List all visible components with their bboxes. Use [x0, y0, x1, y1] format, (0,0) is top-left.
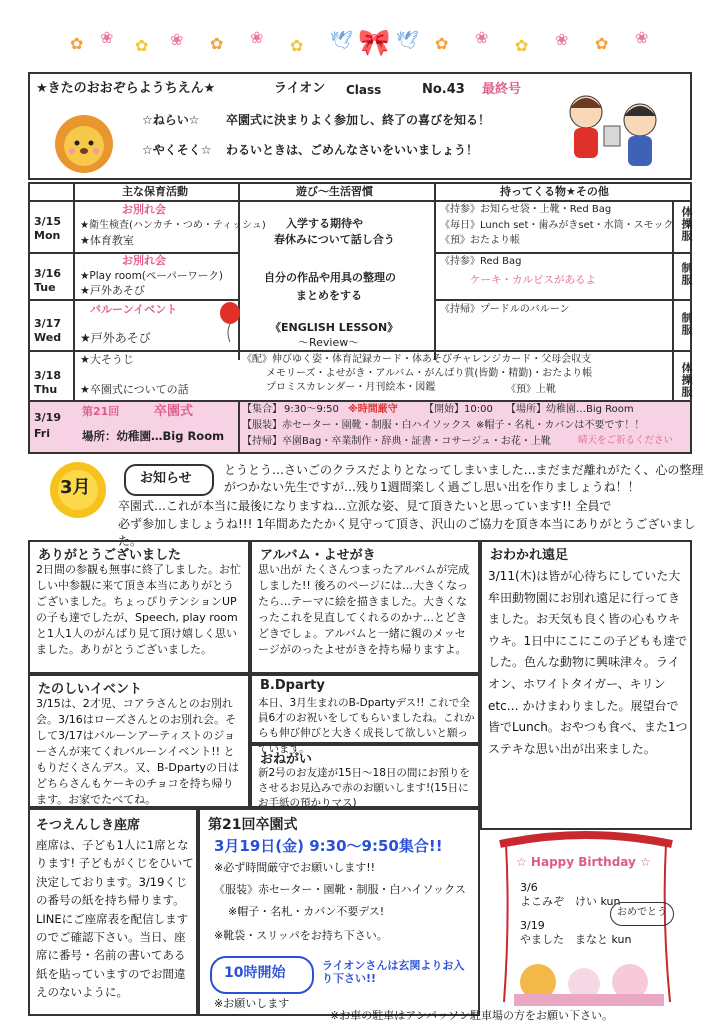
events-section	[28, 674, 250, 808]
class-label: Class	[346, 83, 382, 97]
issue-number: No.43	[422, 82, 465, 97]
activity-mon-1: ★衛生検査(ハンカチ・つめ・ティッシュ)	[80, 220, 266, 231]
items-tue-0: 《持参》Red Bag	[440, 256, 522, 267]
animals-illustration	[514, 956, 664, 1006]
date-thu: 3/18	[34, 369, 61, 382]
thu-items-1: メモリーズ・よせがき・アルバム・がんばり賞(皆勤・精勤)・おたより帳	[266, 368, 593, 379]
ceremony-line-1: 《服装》赤セーター・園靴・制服・白ハイソックス	[214, 883, 466, 896]
ribbon-icon: 🎀	[358, 28, 391, 58]
items-wed-0: 《持帰》プードルのバルーン	[440, 304, 570, 315]
bday-header: ☆ Happy Birthday ☆	[516, 855, 651, 869]
ceremony-line-3: ※靴袋・スリッパをお持ち下さい。	[214, 929, 388, 942]
col-header-items: 持ってくる物★その他	[500, 185, 609, 198]
flower-icon: ✿	[595, 34, 609, 53]
fri-gather-note: ※時間厳守	[348, 404, 398, 415]
play-line-1: 春休みについて話し合う	[274, 233, 395, 246]
items-mon-2: 《預》おたより帳	[440, 235, 520, 246]
flower-icon: ❀	[250, 28, 264, 47]
fri-event: 卒園式	[154, 404, 194, 419]
side-label-thu: 体操服	[680, 362, 693, 398]
dow-fri: Fri	[34, 427, 51, 440]
seating-title: そつえんしき座席	[36, 818, 141, 833]
promise-label: ☆やくそく☆	[142, 143, 212, 157]
date-tue: 3/16	[34, 267, 61, 280]
bird-icon: 🕊	[396, 30, 419, 51]
activity-wed-0: バルーンイベント	[90, 303, 178, 316]
ceremony-line-2: ※帽子・名札・カバン不要デス!	[228, 905, 385, 918]
omedeto-text: おめでとう	[617, 907, 667, 918]
school-name: ★きたのおおぞらようちえん★	[36, 81, 216, 96]
activity-tue-0: お別れ会	[122, 254, 166, 267]
flower-icon: ✿	[70, 34, 84, 53]
album-section	[250, 540, 480, 674]
notice-line-1: 卒園式…これが本当に最後になりますね…立派な姿、見て頂きたいと思っています!! 全員で	[118, 499, 612, 513]
fri-event-no: 第21回	[82, 405, 120, 418]
dow-tue: Tue	[34, 281, 56, 294]
date-fri: 3/19	[34, 411, 61, 424]
schedule-table	[28, 182, 692, 454]
bird-icon: 🕊	[330, 30, 353, 51]
flower-icon: ✿	[515, 36, 529, 55]
col-header-play: 遊び～生活習慣	[296, 185, 373, 198]
aim-label: ☆ねらい☆	[142, 113, 200, 127]
bday-title: B.Dparty	[260, 678, 325, 693]
bday-section	[250, 674, 480, 755]
ceremony-footer: ※お願いします	[214, 997, 290, 1010]
request-section	[250, 744, 480, 808]
album-body: 思い出が たくさんつまったアルバムが完成しました!! 後ろのページには…大きくなったら…テーマに絵を描きました。大きくなったこれを見直してくれるのかナ…とどきどきでしょ。アルバムと一緒に親のメッセージがのったよせがきを持ち帰りますよ。	[258, 563, 470, 656]
dow-wed: Wed	[34, 331, 62, 344]
final-issue: 最終号	[482, 82, 522, 97]
items-mon-1: 《毎日》Lunch set・歯みがきset・水筒・スモック	[440, 220, 674, 231]
balloon-icon	[218, 302, 242, 342]
children-illustration	[548, 86, 678, 174]
col-header-activities: 主な保育活動	[122, 185, 188, 198]
bday-body: 本日、3月生まれのB-Dpartyデス!! これで全員6才のお祝いをしてもらいましたね。これからも伸び伸びと大きく成長して欲しいと願っています。	[258, 697, 475, 755]
play-line-4: 《ENGLISH LESSON》	[270, 321, 399, 334]
date-mon: 3/15	[34, 215, 61, 228]
fri-start-time: 10:00	[464, 404, 493, 415]
flower-icon: ❀	[555, 30, 569, 49]
activity-tue-1: ★Play room(ペーパーワーク)	[80, 270, 223, 282]
bday-date-0: 3/6	[520, 881, 538, 894]
flower-icon: ❀	[100, 28, 114, 47]
flower-border	[60, 30, 670, 64]
flower-icon: ❀	[475, 28, 489, 47]
side-label-wed: 制服	[680, 312, 693, 336]
flower-icon: ✿	[135, 36, 149, 55]
omedeto-bubble	[610, 902, 674, 926]
activity-mon-0: お別れ会	[122, 203, 166, 216]
bottom-note: ※お車の駐車はアンパッソン駐車場の方をお願い下さい。	[330, 1009, 614, 1022]
ceremony-section	[198, 808, 480, 1016]
album-title: アルバム・よせがき	[260, 548, 376, 563]
ceremony-line-0: ※必ず時間厳守でお願いします!!	[214, 861, 376, 874]
lion-face-icon	[52, 114, 116, 174]
bday-name-0: よこみぞ けい kun	[520, 895, 621, 908]
items-mon-0: 《持参》お知らせ袋・上靴・Red Bag	[440, 204, 612, 215]
play-line-3: まとめをする	[296, 289, 362, 302]
play-line-0: 入学する期待や	[286, 217, 363, 230]
fri-gather-time: 9:30～9:50	[284, 404, 339, 415]
activity-thu-0: ★大そうじ	[80, 353, 134, 366]
fri-gather-label: 【集合】	[242, 404, 282, 415]
flower-icon: ✿	[210, 34, 224, 53]
thanks-section	[28, 540, 250, 674]
date-wed: 3/17	[34, 317, 61, 330]
notice-label: お知らせ	[140, 471, 192, 486]
fri-wish: 晴天をご祈るください	[578, 435, 674, 446]
play-line-5: ～Review～	[298, 336, 360, 349]
class-name: ライオン	[274, 81, 326, 96]
items-tue-1: ケーキ・カルピスがあるよ	[470, 274, 596, 286]
seating-body: 座席は、子ども1人に1席となります! 子どもがくじをひいて決定しております。3/19くじの番号の紙を持ち帰ります。LINEにご座席表を配信しますのでご確認下さい。当日、座席に番号・名前の書いてある紙を貼っていますのでお間違えのないように。	[36, 838, 194, 1000]
activity-tue-2: ★戸外あそび	[80, 284, 145, 297]
play-line-2: 自分の作品や用具の整理の	[264, 271, 396, 284]
flower-icon: ❀	[170, 30, 184, 49]
flower-icon: ✿	[435, 34, 449, 53]
month-badge	[46, 460, 110, 520]
side-label-mon: 体操服	[680, 206, 693, 242]
activity-wed-1: ★戸外あそび	[80, 331, 151, 345]
thu-items-3: 《預》上靴	[506, 384, 556, 395]
events-title: たのしいイベント	[38, 682, 143, 697]
aim-text: 卒園式に決まりよく参加し、終了の喜びを知る！	[226, 113, 491, 127]
ceremony-gather: 3月19日(金) 9:30～9:50集合!!	[214, 837, 443, 855]
start-badge-text: 10時開始	[224, 965, 286, 981]
flower-icon: ❀	[635, 28, 649, 47]
bday-date-1: 3/19	[520, 919, 545, 932]
fri-bring: 【持帰】卒園Bag・卒業制作・辞典・証書・コサージュ・お花・上靴	[242, 436, 551, 447]
fri-place: 場所：幼稚園…Big Room	[82, 429, 225, 443]
notice-line-0: とうとう…さいごのクラスだよりとなってしまいました…まだまだ離れがたく、心の整理がつかない先生ですが…残り1週間楽しく過ごし思い出を作りましょうね！！	[224, 463, 704, 495]
farewell-body: 3/11(木)は皆が心待ちにしていた大牟田動物園にお別れ遠足に行ってきました。お天気も良く皆の心もウキウキ。1日中にこにこの子どもも達でした。色んな動物に興味津々。ライオン、ホワイトタイガー、キリンetc… かけまわりました。展望台で皆でLunch。おやつも食べ、また1つステキな思い出が出来ました。	[488, 569, 688, 756]
fri-start-label: 【開始】	[424, 404, 464, 415]
thu-items-2: プロミスカレンダー・月刊絵本・図鑑	[266, 382, 436, 393]
dow-mon: Mon	[34, 229, 61, 242]
seating-section	[28, 808, 198, 1016]
request-title: おねがい	[260, 752, 313, 767]
side-label-tue: 制服	[680, 262, 693, 286]
request-body: 新2号のお友達が15日～18日の間にお預りをさせるお見込みで赤のお願いします!(15日にお手紙の預かりマス)	[258, 767, 470, 810]
happy-birthday-section	[480, 830, 692, 1016]
start-badge	[210, 956, 314, 994]
notice-line-2: 必ず参加しましょうね!!! 1年間あたたかく見守って頂き、沢山のご協力を頂き本当にありがとうございました。	[118, 517, 696, 549]
fri-dress-note: ※帽子・名札・カバンは不要です！！	[476, 420, 645, 431]
notice-label-box	[124, 464, 214, 496]
thanks-body: 2日間の参観も無事に終了しました。お忙しい中参観に来て頂き本当にありがとうございました。ちょっぴりテンションUPの子も達でしたが、Speech, play roomと1人1人のがんばり見て頂け嬉しく思いました。ありがとうございました。	[36, 563, 241, 656]
farewell-title: おわかれ遠足	[490, 548, 569, 563]
ceremony-lion-note: ライオンさんは玄関よりお入り下さい!!	[322, 959, 465, 985]
fri-place2: 【場所】幼稚園…Big Room	[506, 404, 634, 415]
bday-name-1: やました まなと kun	[520, 933, 632, 946]
activity-thu-1: ★卒園式についての話	[80, 383, 189, 396]
fri-dress: 【服装】赤セーター・園靴・制服・白ハイソックス	[242, 420, 471, 431]
promise-text: わるいときは、ごめんなさいをいいましょう！	[226, 143, 479, 157]
events-body: 3/15は、2才児、コアラさんとのお別れ会。3/16はローズさんとのお別れ会。そして3/17はバルーンアーティストのジョーさんが来てくれバルーンイベント!! ともりだくさんデス。又、B-Dpartyの日はどちらさんもケーキのチョコを持ち帰ります。お家でたべてね。	[36, 697, 239, 806]
thu-items-0: 《配》伸びゆく姿・体育記録カード・体あそびチャレンジカード・父母会収支	[242, 354, 592, 365]
dow-thu: Thu	[34, 383, 58, 396]
activity-mon-2: ★体育教室	[80, 234, 134, 247]
ceremony-title: 第21回卒園式	[208, 817, 298, 833]
thanks-title: ありがとうございました	[38, 548, 182, 563]
header-box	[28, 72, 692, 180]
farewell-section	[480, 540, 692, 830]
month-text: 3月	[60, 477, 91, 498]
flower-icon: ✿	[290, 36, 304, 55]
fri-row	[30, 402, 690, 452]
